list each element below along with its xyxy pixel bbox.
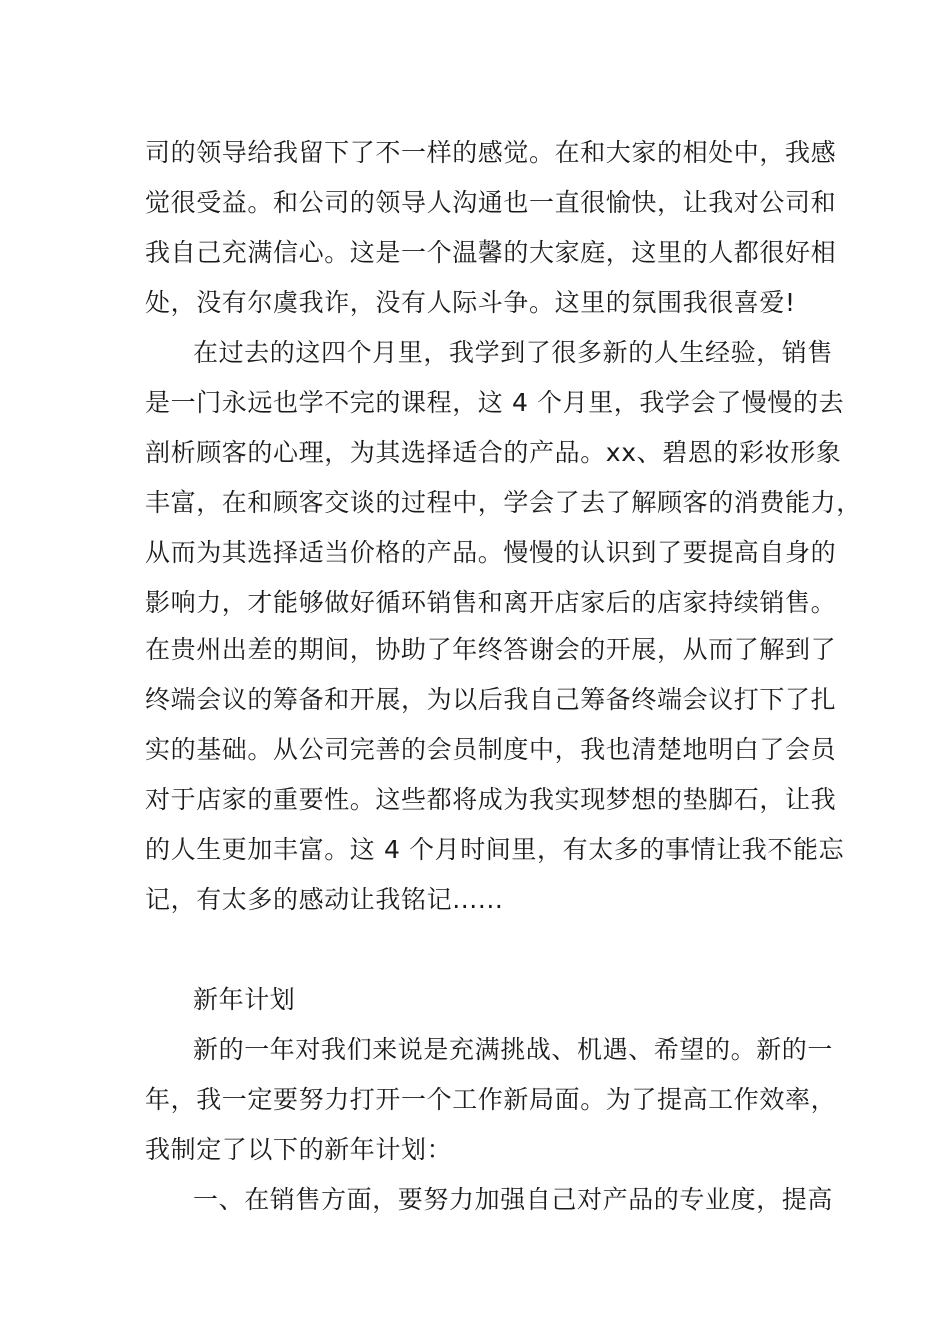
paragraph-line: 司的领导给我留下了不一样的感觉。在和大家的相处中，我感 <box>145 138 837 167</box>
paragraph-line: 觉很受益。和公司的领导人沟通也一直很愉快，让我对公司和 <box>145 188 837 217</box>
paragraph-line: 丰富，在和顾客交谈的过程中，学会了去了解顾客的消费能力， <box>145 488 862 517</box>
paragraph-line: 处，没有尔虞我诈，没有人际斗争。这里的氛围我很喜爱! <box>145 288 796 317</box>
paragraph-line: 一、在销售方面，要努力加强自己对产品的专业度，提高 <box>193 1185 834 1214</box>
paragraph-line: 影响力，才能够做好循环销售和离开店家后的店家持续销售。 <box>145 588 837 617</box>
section-heading: 新年计划 <box>193 985 296 1014</box>
paragraph-line: 我自己充满信心。这是一个温馨的大家庭，这里的人都很好相 <box>145 238 837 267</box>
paragraph-line: 我制定了以下的新年计划： <box>145 1135 453 1164</box>
paragraph-line: 在贵州出差的期间，协助了年终答谢会的开展，从而了解到了 <box>145 635 837 664</box>
paragraph-line: 的人生更加丰富。这 4 个月时间里，有太多的事情让我不能忘 <box>145 835 845 864</box>
paragraph-line: 记，有太多的感动让我铭记...... <box>145 885 504 914</box>
paragraph-line: 新的一年对我们来说是充满挑战、机遇、希望的。新的一 <box>193 1035 834 1064</box>
paragraph-line: 对于店家的重要性。这些都将成为我实现梦想的垫脚石，让我 <box>145 785 837 814</box>
paragraph-line: 是一门永远也学不完的课程，这 4 个月里，我学会了慢慢的去 <box>145 388 845 417</box>
paragraph-line: 剖析顾客的心理，为其选择适合的产品。xx、碧恩的彩妆形象 <box>145 438 842 467</box>
paragraph-line: 年，我一定要努力打开一个工作新局面。为了提高工作效率， <box>145 1085 837 1114</box>
paragraph-line: 终端会议的筹备和开展，为以后我自己筹备终端会议打下了扎 <box>145 685 837 714</box>
paragraph-line: 实的基础。从公司完善的会员制度中，我也清楚地明白了会员 <box>145 735 837 764</box>
paragraph-line: 在过去的这四个月里，我学到了很多新的人生经验，销售 <box>193 338 834 367</box>
paragraph-line: 从而为其选择适当价格的产品。慢慢的认识到了要提高自身的 <box>145 538 837 567</box>
